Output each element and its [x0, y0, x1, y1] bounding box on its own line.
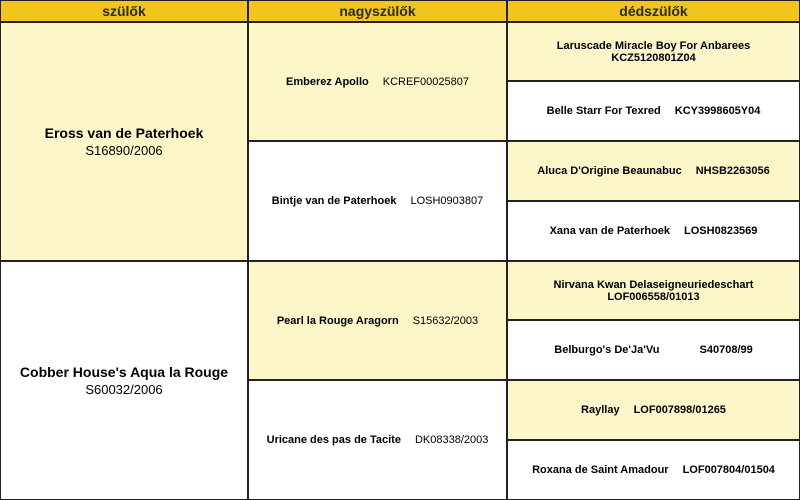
great-grandparent-name: Aluca D'Origine Beaunabuc	[537, 165, 682, 177]
header-great-grandparents: dédszülők	[507, 0, 800, 22]
great-grandparent-5	[507, 261, 800, 320]
header-parents: szülők	[0, 0, 248, 22]
grandparent-name: Pearl la Rouge Aragorn	[276, 314, 399, 327]
great-grandparent-1	[507, 22, 800, 81]
great-grandparent-7	[507, 380, 800, 440]
great-grandparent-reg: LOF007898/01265	[633, 404, 726, 416]
great-grandparent-reg: KCY3998605Y04	[674, 105, 761, 117]
great-grandparent-name: Rayllay	[581, 404, 620, 416]
parent-reg: S16890/2006	[85, 143, 163, 158]
grandparent-name: Bintje van de Paterhoek	[271, 195, 397, 207]
great-grandparent-4	[507, 201, 800, 261]
great-grandparent-2	[507, 81, 800, 141]
great-grandparent-name: Roxana de Saint Amadour	[532, 464, 669, 476]
great-grandparent-name: Nirvana Kwan Delaseigneuriedeschart	[553, 278, 754, 291]
great-grandparent-reg: S40708/99	[699, 344, 753, 356]
parent-sire	[0, 22, 248, 261]
great-grandparent-reg: LOF006558/01013	[607, 290, 700, 303]
parent-name: Eross van de Paterhoek	[44, 125, 204, 141]
great-grandparent-name: Belle Starr For Texred	[546, 105, 661, 117]
grandparent-2	[248, 141, 507, 261]
grandparent-name: Emberez Apollo	[286, 75, 369, 88]
header-grandparents: nagyszülők	[248, 0, 507, 22]
parent-dam	[0, 261, 248, 500]
great-grandparent-3	[507, 141, 800, 201]
grandparent-reg: DK08338/2003	[414, 434, 489, 446]
great-grandparent-reg: NHSB2263056	[695, 165, 770, 177]
grandparent-name: Uricane des pas de Tacite	[266, 434, 401, 446]
parent-name: Cobber House's Aqua la Rouge	[19, 364, 229, 380]
grandparent-4	[248, 380, 507, 500]
parent-reg: S60032/2006	[85, 382, 163, 397]
great-grandparent-reg: KCZ5120801Z04	[611, 51, 696, 64]
great-grandparent-name: Belburgo's De'Ja'Vu	[554, 344, 660, 356]
grandparent-reg: KCREF00025807	[382, 75, 469, 88]
great-grandparent-reg: LOF007804/01504	[682, 464, 775, 476]
great-grandparent-8	[507, 440, 800, 500]
grandparent-reg: LOSH0903807	[410, 195, 484, 207]
grandparent-1	[248, 22, 507, 141]
grandparent-3	[248, 261, 507, 380]
great-grandparent-name: Xana van de Paterhoek	[549, 225, 671, 237]
grandparent-reg: S15632/2003	[412, 314, 479, 327]
great-grandparent-reg: LOSH0823569	[684, 225, 758, 237]
great-grandparent-name: Laruscade Miracle Boy For Anbarees	[556, 39, 751, 52]
great-grandparent-6	[507, 320, 800, 380]
